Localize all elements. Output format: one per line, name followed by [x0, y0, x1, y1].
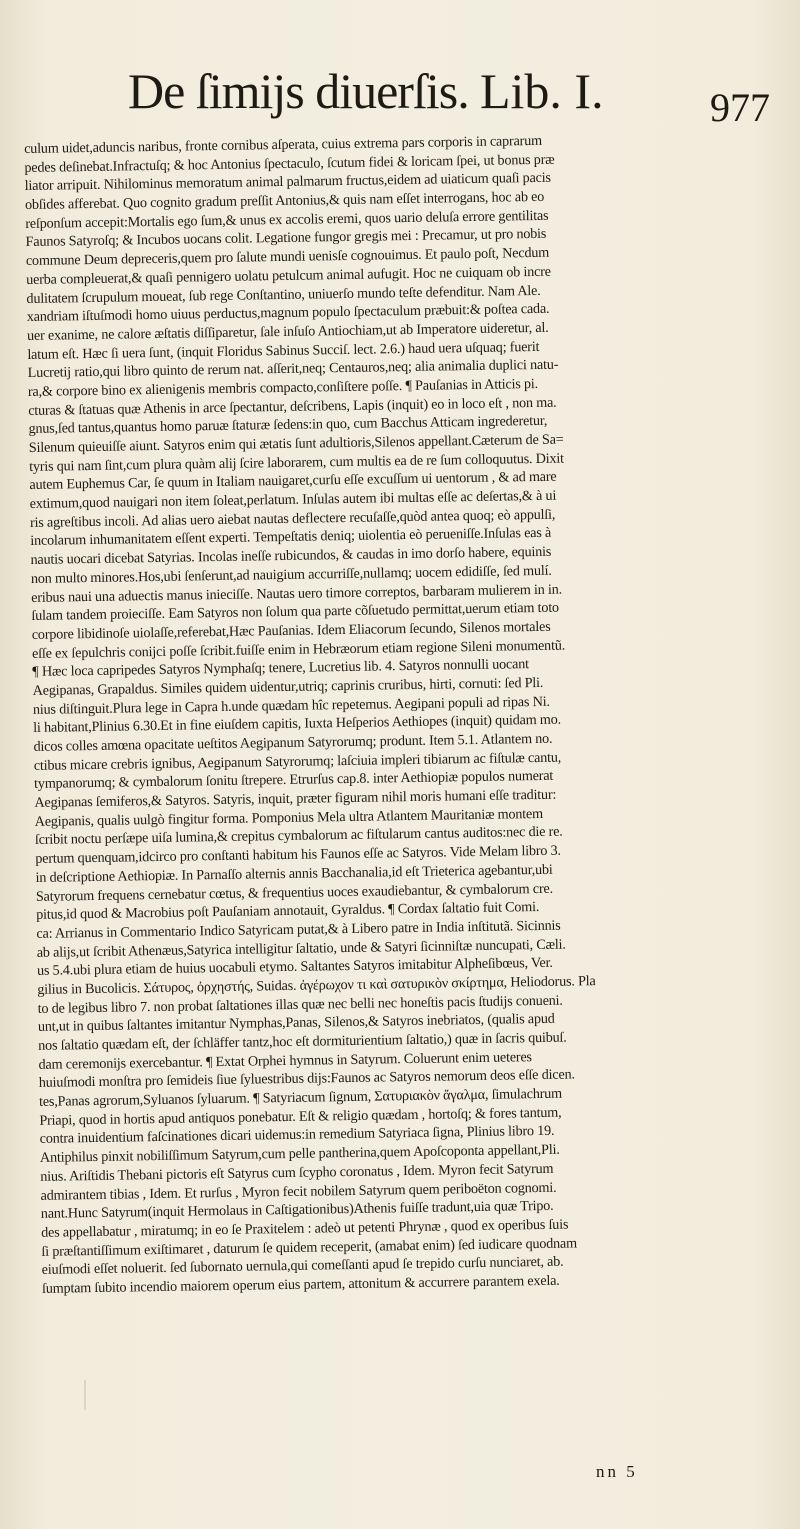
body-text [24, 128, 800, 1298]
text-line: Satyrorum frequens cernebatur cœtus, & frequentius uoces exaudiebantur, & cymbalorum cre. [35, 880, 553, 905]
text-line: incolarum inhumanitatem eſſent experti. Tempeſtatis deniq; uiolentia eò perueniſſe.Inſulas eas à [30, 525, 552, 550]
text-line: ca: Arrianus in Commentario Indico Satyricam putat,& à Libero patre in India inſtitutã. Sicinnis [36, 917, 561, 942]
text-line: extimum,quod nauigari non item ſoleat,perlatum. Inſulas autem ibi multas eſſe ac deſertas,& à ui [29, 487, 557, 513]
text-line: commune Deum depreceris,quem pro ſalute mundi uenisſe cognouimus. Et paulo poſt, Necdum [25, 244, 550, 270]
text-line: pedes deſinebat.Infractuſq; & hoc Antonius ſpectaculo, ſcutum fidei & loricam ſpei, ut bonus præ [24, 151, 555, 176]
text-line: ab alijs,ut ſcribit Athenæus,Satyrica intelligitur ſaltatio, unde & Satyri ſicinniſtæ nuncupati, Cæli. [36, 936, 566, 961]
text-line: Aegipanas, Grapaldus. Similes quidem uidentur,utriq; caprinis cruribus, hirti, cornuti: ſed Pli. [32, 674, 544, 699]
text-line: eſſe ex ſepulchris conijci poſſe ſcribit.fuiſſe enim in Hebræorum etiam regione Sileni monumentũ. [31, 637, 566, 662]
text-line: tyris qui nam ſint,cum plura quàm alij ſcire laborarem, cum multis ea de re ſum colloquutus. Dixit [29, 450, 564, 475]
text-line: des appellabatur , miratumq; in eo ſe Praxitelem : adeò ut petenti Phrynæ , quod ex operibus ſuis [41, 1216, 569, 1241]
signature-mark: nn 5 [596, 1462, 638, 1481]
running-title: De ſimijs diuerſis. [128, 63, 469, 119]
text-line: uerba compleuerat,& quaſi pennigero uolatu petulcum animal aufugit. Hoc ne cuiquam ob incre [26, 263, 551, 288]
text-line: Aegipanis, qualis uulgò fingitur forma. Pomponius Mela ultra Atlantem Mauritaniæ montem [34, 805, 544, 830]
text-line: Aegipanas ſemiferos,& Satyros. Satyris, inquit, præter figuram nihil moris humani eſſe traditur: [34, 786, 557, 811]
text-line: huiuſmodi monſtra pro ſemideis ſiue ſyluestribus dijs:Faunos ac Satyros nemorum deos eſſe dicen. [38, 1066, 575, 1092]
text-line: ctibus micare crebris ignibus, Aegipanum Satyrorumq; laſciuia impleri tibiarum ac fiſtulæ cantu, [33, 749, 562, 774]
text-line: ſumptam ſubito incendio maiorem operum eius partem, attonitum & accurrere parantem exela. [41, 1272, 560, 1297]
text-line: cturas & ſtatuas quæ Athenis in arce ſpectantur, deſcribens, Lapis (inquit) eo in loco eſt , non ma. [28, 394, 557, 419]
text-line: dam ceremonijs exercebantur. ¶ Extat Orphei hymnus in Satyrum. Coluerunt enim ueteres [38, 1048, 532, 1073]
text-line: nius. Ariſtidis Thebani pictoris eſt Satyrus cum ſcypho coronatus , Idem. Myron fecit Satyrum [40, 1160, 554, 1185]
text-line: Silenum quieuiſſe aiunt. Satyros enim qui ætatis ſunt adultioris,Silenos appellant.Cæterum de Sa= [28, 431, 564, 456]
text-line: uer exanime, ne calore æſtatis diſſiparetur, ſale inſuſo Antiochiam,ut ab Imperatore uideretur, al. [26, 319, 549, 344]
text-line: ra,& corpore bino ex alienigenis membris compacto,conſiſtere poſſe. ¶ Pauſanias in Atticis pi. [27, 375, 539, 400]
text-line: eribus naui una aduectis manus inieciſſe. Nautas uero timore correptos, barbaram mulierem in in. [31, 581, 563, 606]
text-line: nos ſaltatio quædam eſt, der ſchläffer tantz,hoc eſt dormiturientium ſaltatio,) quæ in ſacris quibuſ. [38, 1029, 567, 1054]
text-line: non multo minores.Hos,ubi ſenſerunt,ad nauigium accurriſſe,nullamq; uocem edidiſſe, ſed mulí. [30, 562, 552, 587]
text-line: latum eſt. Hæc ſi uera ſunt, (inquit Floridus Sabinus Succiſ. lect. 2.6.) haud uera uſquaq; fuerit [27, 338, 540, 363]
text-line: Priapi, quod in hortis apud antiquos ponebatur. Eſt & religio quædam , hortoſq; & fores tantum, [39, 1104, 562, 1129]
text-line: nant.Hunc Satyrum(inquit Hermolaus in Caſtigationibus)Athenis fuiſſe tradunt,uia quæ Tripo. [40, 1198, 554, 1223]
text-line: ſcribit noctu perſæpe uiſa lumina,& crepitus cymbalorum ac fiſtularum cantus auditos:nec die re. [34, 824, 563, 849]
text-line: ris agreſtibus incoli. Ad alias uero aiebat nautas deflectere recuſaſſe,quòd antea quoq; eò appulſi, [29, 506, 556, 531]
text-line: culum uidet,aduncis naribus, fronte cornibus aſperata, cuius extrema pars corporis in caprarum [24, 132, 542, 157]
text-line: tes,Panas agrorum,Syluanos ſyluarum. ¶ Satyriacum ſignum, Σατυριακὸν ἄγαλμα, ſimulachrum [38, 1085, 563, 1110]
text-line: Antiphilus pinxit nobiliſſimum Satyrum,cum pelle pantherina,quem Apoſcoponta appellant,Pli. [39, 1141, 560, 1166]
text-line: contra inuidentium faſcinationes dicari uidemus:in remedium Satyriaca ſigna, Plinius libro 19. [39, 1123, 555, 1148]
text-line: nautis uocari dicebat Satyrias. Incolas ineſſe rubicundos, & caudas in imo dorſo habere, equinis [30, 543, 552, 569]
text-line: ¶ Hæc loca capripedes Satyros Nymphaſq; tenere, Lucretius lib. 4. Satyros nonnulli uocant [32, 656, 529, 681]
book-label: Lib. I. [480, 63, 604, 119]
text-line: eiuſmodi eſſet noluerit. ſed ſubornato uernula,qui comeſſanti apud ſe trepido curſu nunciaret, ab. [41, 1253, 564, 1279]
text-line: corpore libidinoſe uiolaſſe,referebat,Hæc Pauſanias. Idem Eliacorum ſecundo, Silenos mortales [31, 618, 551, 643]
text-line: xandriam iſtuſmodi homo uiuus perductus,magnum populo ſpectaculum præbuit:& poſtea cada. [26, 300, 550, 326]
text-line: reſponſum accepit:Mortalis ego ſum,& unus ex accolis eremi, quos uario deluſa errore gentilitas [25, 207, 549, 232]
text-line: autem Euphemus Car, ſe quum in Italiam nauigaret,curſu eſſe excuſſum ui uentorum , & ad mare [29, 469, 557, 494]
text-line: us 5.4.ubi plura etiam de huius uocabuli etymo. Saltantes Satyros imitabitur Alpheſibœus, Ver. [36, 955, 553, 980]
text-line: obſides afferebat. Quo cognito gradum preſſit Antonius,& quis nam eſſet interrogans, hoc ab eo [24, 188, 545, 214]
text-line: in deſcriptione Aethiopiæ. In Parnaſſo alternis annis Bacchanalia,id eſt Trieterica agebantur,ubi [35, 861, 553, 886]
text-line: admirantem tibias , Idem. Et rurſus , Myron fecit nobilem Satyrum quem periboëton cognomi. [40, 1179, 557, 1204]
text-line: Lucretij ratio,qui libro quinto de rerum nat. aſſerit,neq; Centauros,neq; alia animalia duplici natu- [27, 356, 559, 382]
text-line: dulitatem ſcrupulum moueat, ſub rege Conſtantino, uniuerſo mundo teſte defenditur. Nam Ale. [26, 282, 541, 307]
text-line: unt,ut in quibus ſaltantes imitantur Nymphas,Panas, Silenos,& Satyros inebriatos, (qualis apud [37, 1011, 555, 1036]
text-line: dicos colles amœna opacitate ueſtitos Aegipanum Satyrorumq; produnt. Item 5.1. Atlantem no. [33, 730, 553, 755]
text-line: gilius in Bucolicis. Σάτυρος, ὀρχηστής, Suidas. ἀγέρωχον τι καὶ σατυρικὸν σκίρτημα, Heliodorus. Pla [37, 973, 596, 998]
text-line: gnus,ſed tantus,quantus homo paruæ ſtaturæ ſedens:in quo, cum Bacchus Atticam ingrederetur, [28, 413, 548, 438]
text-line: ſi præſtantiſſimum exiſtimaret , daturum ſe quidem receperit, (amabat enim) ſed iudicare quodnam [41, 1235, 578, 1260]
text-line: tympanorumq; & cymbalorum ſonitu ſtrepere. Etrurſus cap.8. inter Aethiopiæ populos numerat [33, 768, 554, 793]
text-line: to de legibus libro 7. non probat ſaltationes illas quæ nec belli nec honeſtis pacis ſtudijs conueni. [37, 992, 563, 1017]
text-line: liator arripuit. Nihilominus memoratum animal palmarum fructus,eidem ad uiaticum quaſi pacis [24, 170, 551, 195]
page-number: 977 [710, 85, 770, 130]
text-line: pertum quenquam,idcirco pro conſtanti habitum his Faunos eſſe ac Satyros. Vide Melam libro 3. [35, 842, 561, 868]
bleed-through-mark [84, 1380, 126, 1410]
text-line: Faunos Satyroſq; & Incubos uocans colit. Legatione fungor gregis mei : Precamur, ut pro nobis [25, 226, 547, 251]
text-line: nius diſtinguit.Plura lege in Capra h.unde quædam hîc repetemus. Aegipani populi ad ripas Ni. [32, 693, 550, 718]
text-line: pitus,id quod & Macrobius poſt Pauſaniam annotauit, Gyraldus. ¶ Cordax ſaltatio fuit Comi. [36, 899, 540, 924]
text-line: li habitant,Plinius 6.30.Et in fine eiuſdem capitis, Iuxta Heſperios Aethiopes (inquit) quidam mo. [33, 711, 562, 737]
text-line: ſulam tandem proieciſſe. Eam Satyros non ſolum qua parte cõſuetudo permittat,uerum etiam toto [31, 599, 560, 625]
